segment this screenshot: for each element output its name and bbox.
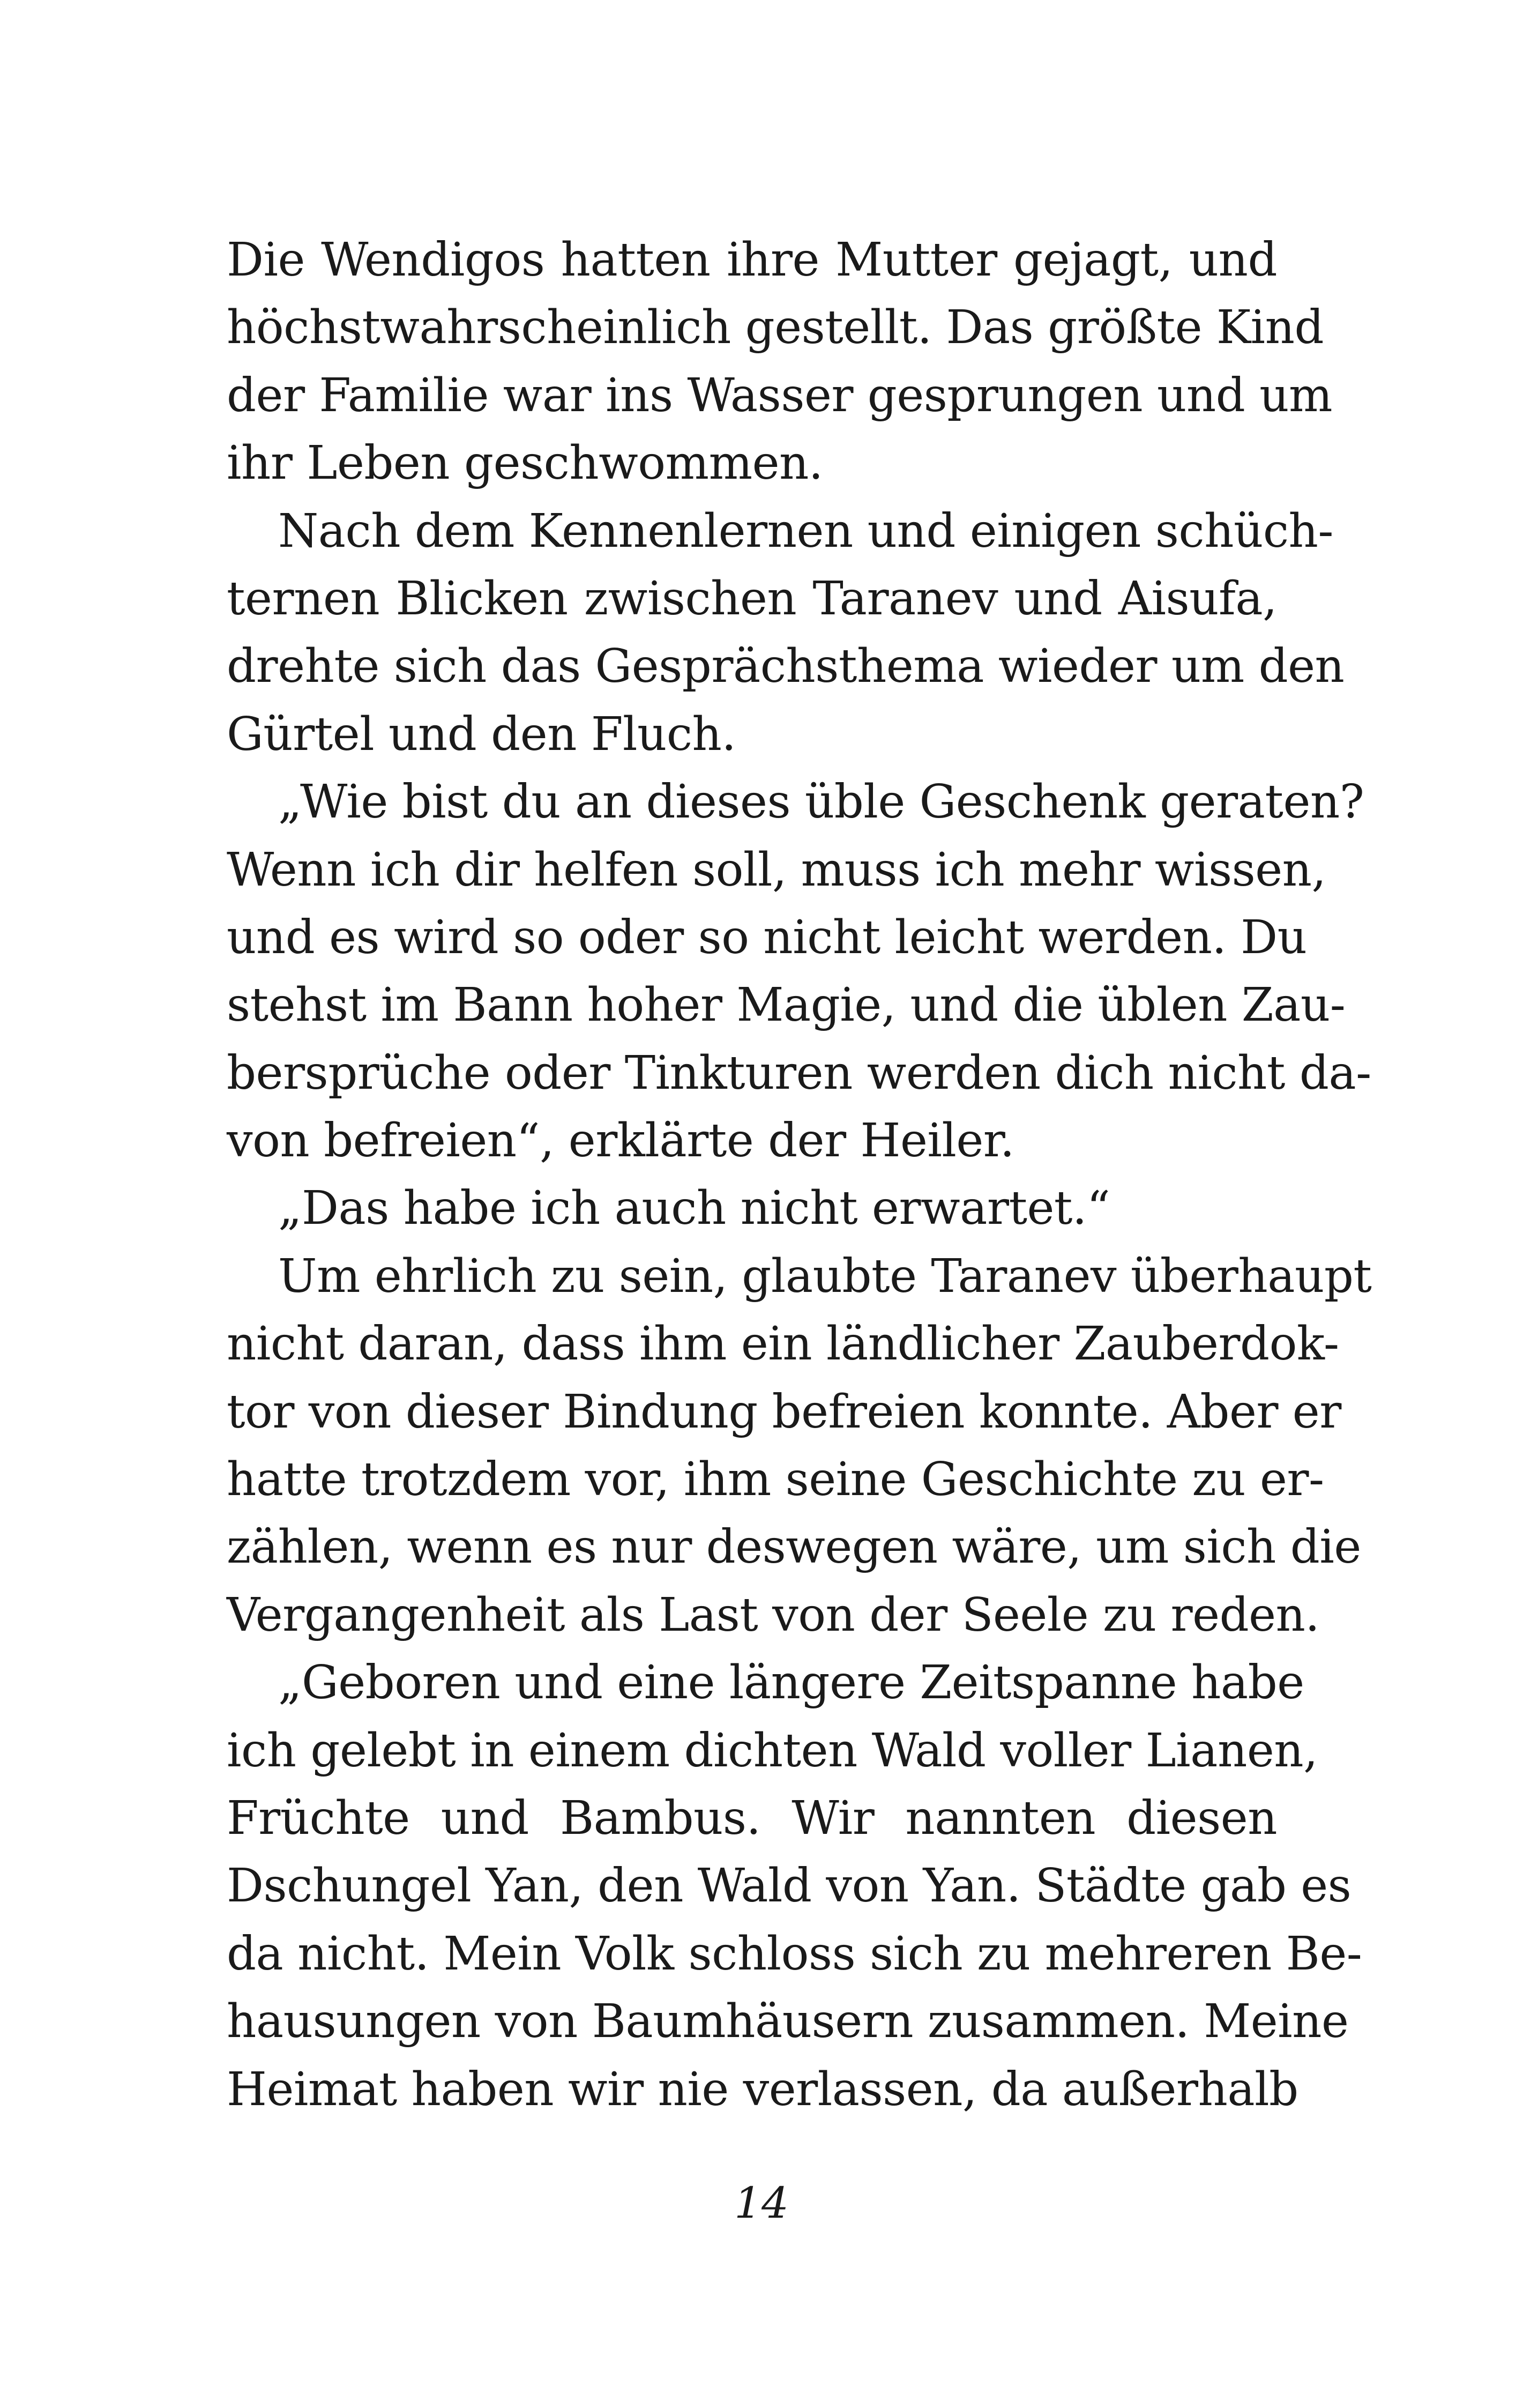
text-line: hatte trotzdem vor, ihm seine Geschichte zu er- (227, 1453, 1324, 1507)
text-line: Vergangenheit als Last von der Seele zu reden. (227, 1588, 1320, 1642)
page-number: 14 (734, 2178, 789, 2228)
text-line: von befreien“, erklärte der Heiler. (227, 1114, 1014, 1168)
paragraph (227, 1243, 1372, 1649)
text-line: Gürtel und den Fluch. (227, 707, 736, 761)
text-line: Heimat haben wir nie verlassen, da außerhalb (227, 2062, 1298, 2116)
text-line: bersprüche oder Tinkturen werden dich nicht da- (227, 1046, 1371, 1100)
text-line: drehte sich das Gesprächsthema wieder um den (227, 640, 1345, 694)
text-line: stehst im Bann hoher Magie, und die üblen Zau- (227, 978, 1346, 1032)
text-line: Die Wendigos hatten ihre Mutter gejagt, und (227, 233, 1277, 287)
text-line: hausungen von Baumhäusern zusammen. Meine (227, 1995, 1349, 2049)
text-line: nicht daran, dass ihm ein ländlicher Zauberdok- (227, 1317, 1339, 1371)
text-line: ich gelebt in einem dichten Wald voller Lianen, (227, 1723, 1318, 1778)
text-line: „Das habe ich auch nicht erwartet.“ (278, 1181, 1110, 1236)
text-line: zählen, wenn es nur deswegen wäre, um sich die (227, 1520, 1361, 1574)
text-line: Um ehrlich zu sein, glaubte Taranev überhaupt (278, 1249, 1372, 1303)
text-line: da nicht. Mein Volk schloss sich zu mehreren Be- (227, 1927, 1362, 1981)
text-line: tor von dieser Bindung befreien konnte. Aber er (227, 1385, 1341, 1439)
text-line: ternen Blicken zwischen Taranev und Aisufa, (227, 571, 1277, 626)
text-line: Nach dem Kennenlernen und einigen schüch- (278, 504, 1333, 558)
paragraph (227, 1175, 1277, 1242)
text-line: höchstwahrscheinlich gestellt. Das größte Kind (227, 301, 1324, 355)
text-line: und es wird so oder so nicht leicht werden. Du (227, 910, 1307, 964)
text-line: Wenn ich dir helfen soll, muss ich mehr wissen, (227, 843, 1326, 897)
text-line: Dschungel Yan, den Wald von Yan. Städte gab es (227, 1859, 1352, 1913)
text-line: ihr Leben geschwommen. (227, 436, 823, 490)
body-text (227, 226, 1372, 2123)
paragraph (227, 497, 1345, 769)
text-line: „Wie bist du an dieses üble Geschenk geraten? (278, 775, 1364, 829)
paragraph (227, 768, 1371, 1175)
text-line: „Geboren und eine längere Zeitspanne habe (278, 1656, 1304, 1710)
paragraph (227, 1649, 1362, 2123)
text-line: Früchte und Bambus. Wir nannten diesen (227, 1791, 1277, 1845)
text-line: der Familie war ins Wasser gesprungen und um (227, 368, 1333, 422)
paragraph (227, 226, 1333, 497)
